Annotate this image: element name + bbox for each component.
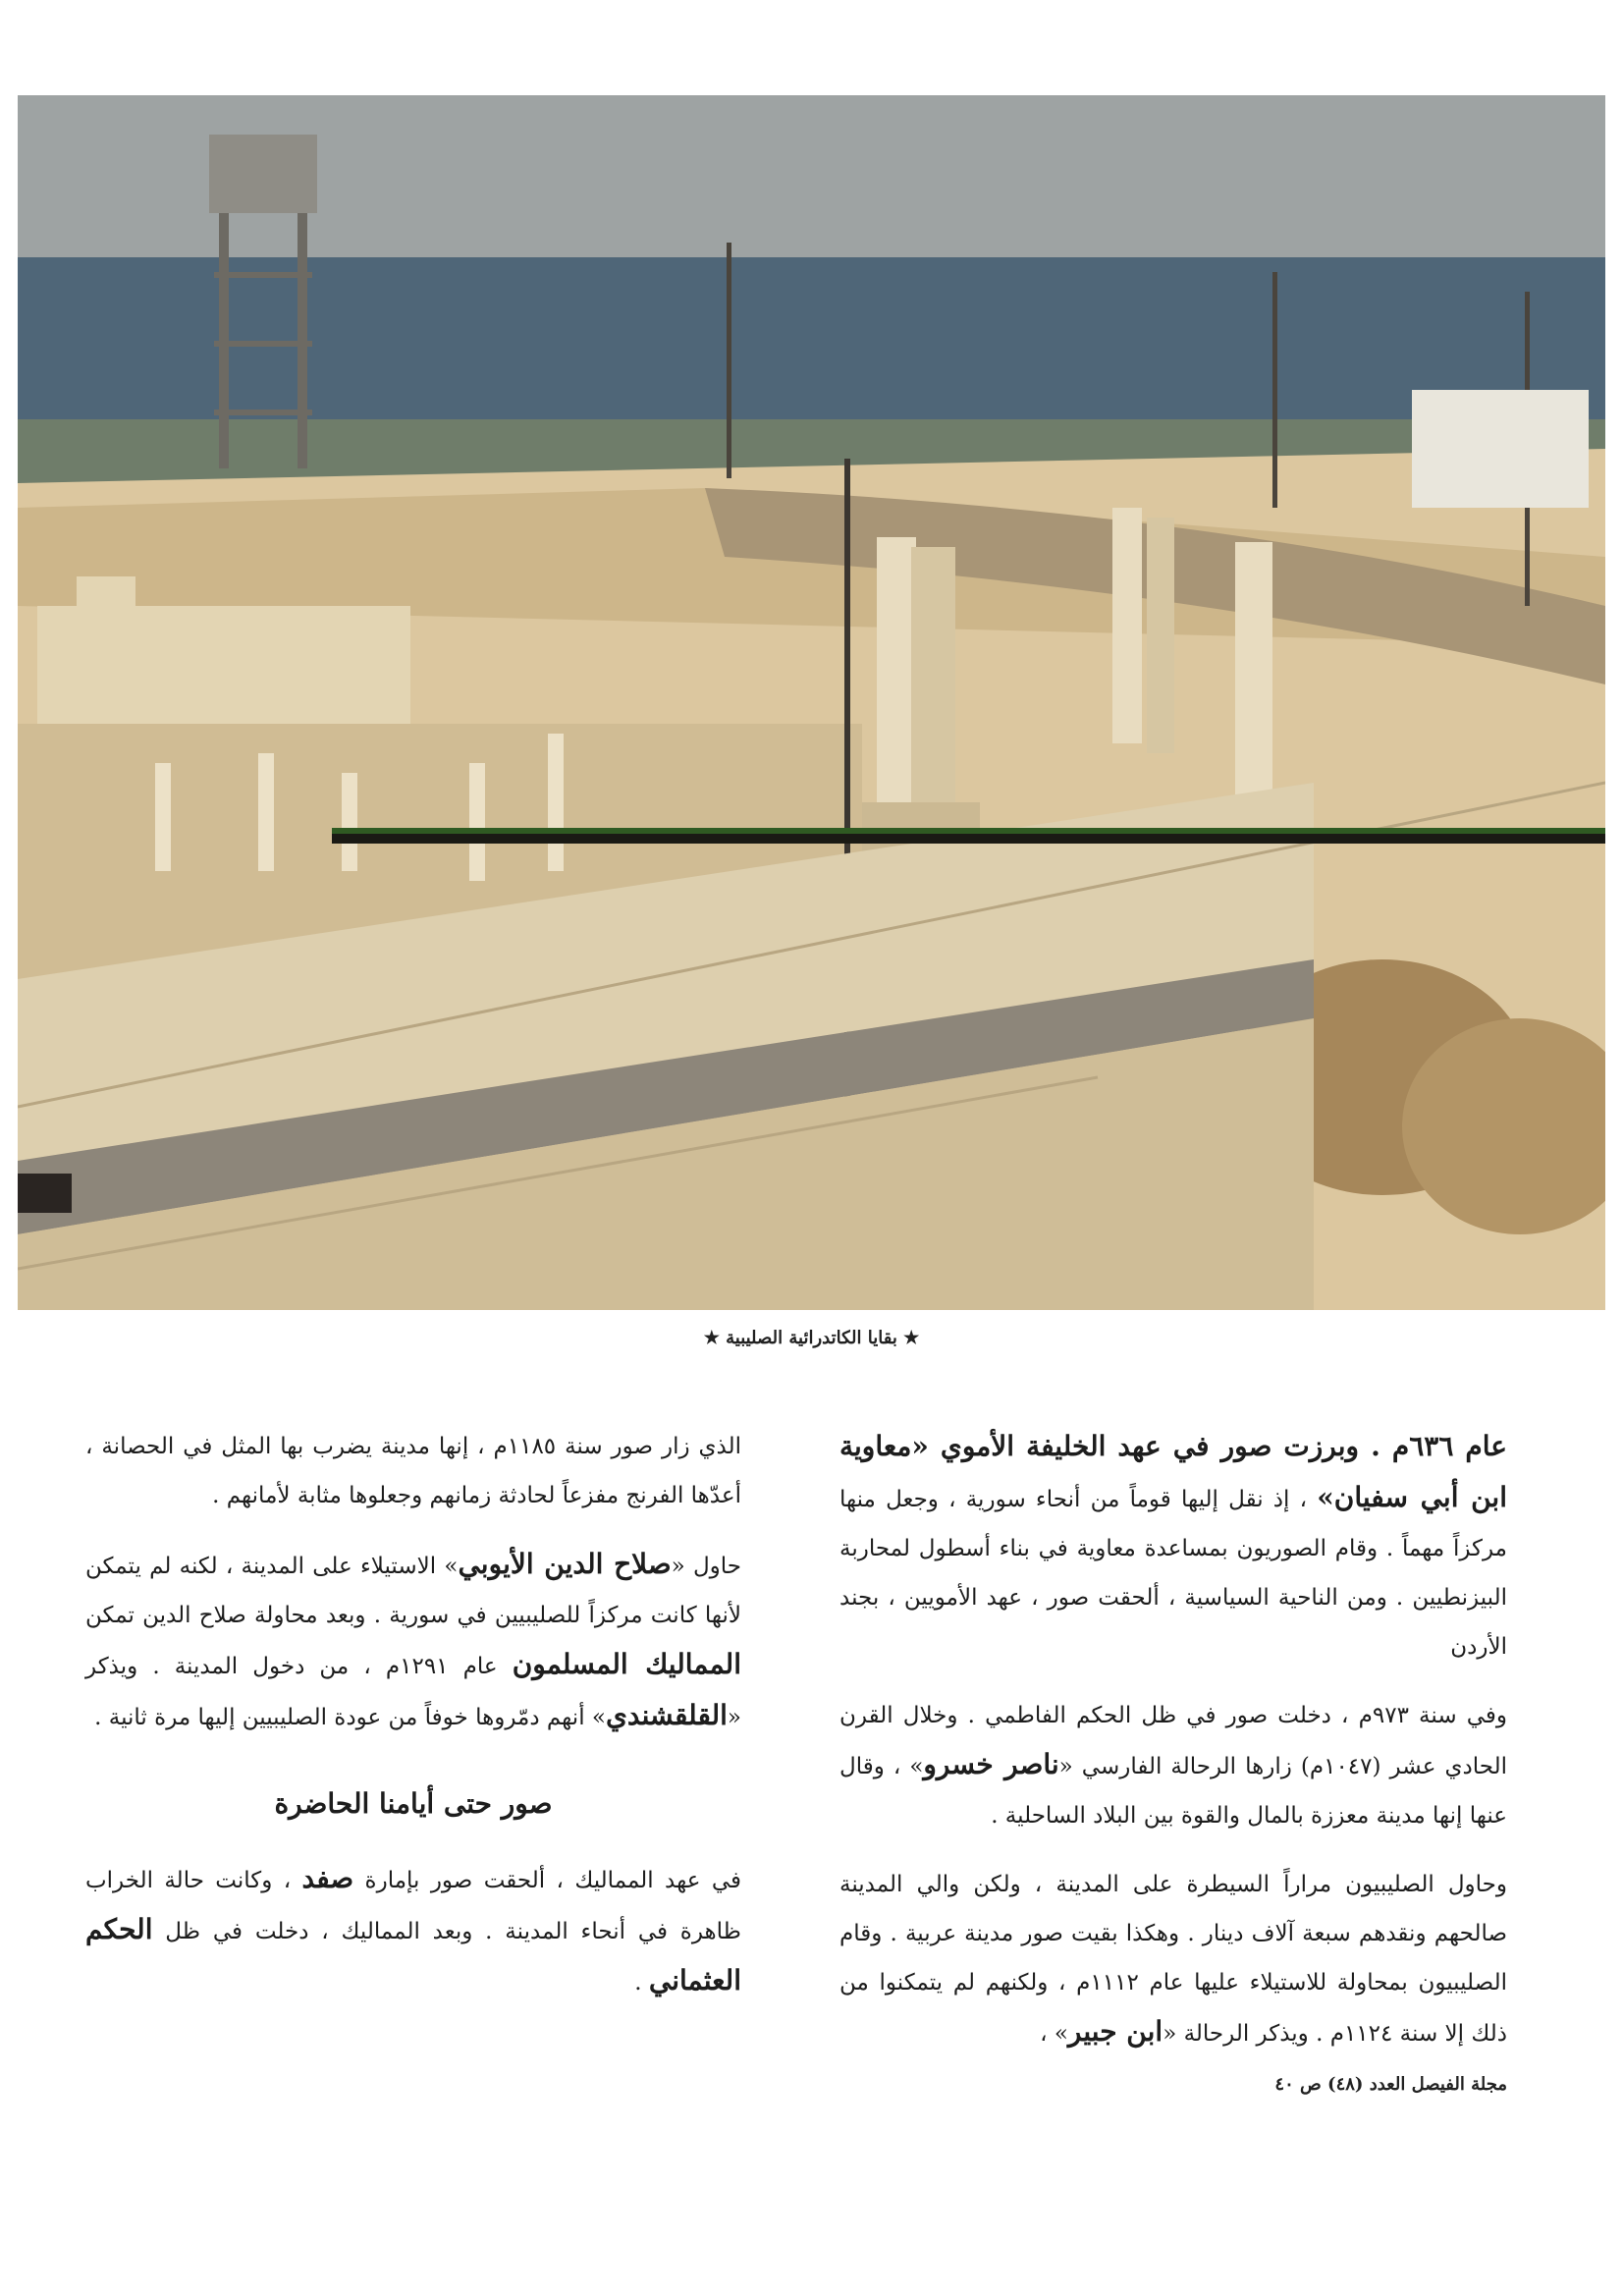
- article-column-left: [85, 1422, 741, 2027]
- body-text: وفي سنة ٩٧٣م ، دخلت صور في ظل الحكم الفاطمي . وخلال القرن الحادي عشر (١٠٤٧م) زارها الرحالة الفارسي «: [839, 1703, 1508, 1779]
- body-text: وحاول الصليبيون مراراً السيطرة على المدينة ، ولكن والي المدينة صالحهم ونقدهم سبعة آلاف دينار . وهكذا بقيت صور مدينة عربية . وقام الصليبيون بمحاولة للاستيلاء عليها عام ١١١٢م ، ولكنهم لم يتمكنوا من ذلك إلا سنة ١١٢٤م . ويذكر الرحالة «: [839, 1872, 1507, 2047]
- body-text: حاول «: [671, 1554, 741, 1579]
- paragraph: [839, 1860, 1507, 2058]
- body-text: » ،: [1040, 2021, 1068, 2047]
- page-footer: مجلة الفيصل العدد (٤٨) ص ٤٠: [1274, 2074, 1507, 2095]
- group-name: المماليك المسلمون: [512, 1648, 741, 1680]
- body-text: ، وكانت حالة الخراب ظاهرة في أنحاء المدينة . وبعد المماليك ، دخلت في ظل: [85, 1868, 741, 1944]
- person-name: القلقشندي: [605, 1699, 728, 1731]
- person-name: ناصر خسرو: [923, 1748, 1059, 1780]
- section-heading: صور حتى أيامنا الحاضرة: [274, 1787, 553, 1820]
- paragraph: [85, 1854, 741, 2007]
- body-text: » ، وقال عنها إنها مدينة معززة بالمال والقوة بين البلاد الساحلية .: [839, 1754, 1507, 1829]
- paragraph: الذي زار صور سنة ١١٨٥م ، إنها مدينة يضرب بها المثل في الحصانة ، أعدّها الفرنج مفزعاً لحادثة زمانهم وجعلوها مثابة لأمانهم .: [85, 1434, 741, 1508]
- body-text: في عهد المماليك ، ألحقت صور بإمارة: [353, 1868, 742, 1893]
- lead-text: عام ٦٣٦م . وبرزت صور في عهد الخليفة الأموي «معاوية ابن أبي سفيان»: [839, 1430, 1508, 1513]
- ruins-photo-drawing: [18, 95, 1605, 1310]
- photo-caption: ★ بقايا الكاتدرائية الصليبية ★: [703, 1328, 920, 1348]
- body-text: عام ١٢٩١م ، من دخول المدينة . ويذكر «: [85, 1654, 741, 1730]
- ruins-photo: [18, 95, 1605, 1310]
- body-text: ، إذ نقل إليها قوماً من أنحاء سورية ، وجعل منها مركزاً مهماً . وقام الصوريون بمساعدة معاوية في بناء أسطول لمحاربة البيزنطيين . ومن الناحية السياسية ، ألحقت صور ، عهد الأمويين ، بجند الأردن: [839, 1487, 1507, 1660]
- paragraph: [839, 1691, 1507, 1840]
- article-column-right: [839, 1422, 1507, 2078]
- body-text: .: [634, 1970, 649, 1995]
- era-name: الحكم العثماني: [85, 1913, 741, 1996]
- person-name: ابن جبير: [1067, 2015, 1163, 2048]
- paragraph: [85, 1540, 741, 1742]
- paragraph: [839, 1422, 1507, 1671]
- place-name: صفد: [301, 1862, 354, 1894]
- person-name: صلاح الدين الأيوبي: [458, 1548, 672, 1580]
- body-text: » الاستيلاء على المدينة ، لكنه لم يتمكن لأنها كانت مركزاً للصليبيين في سورية . وبعد محاولة صلاح الدين تمكن: [85, 1554, 741, 1628]
- body-text: » أنهم دمّروها خوفاً من عودة الصليبيين إليها مرة ثانية .: [94, 1705, 606, 1730]
